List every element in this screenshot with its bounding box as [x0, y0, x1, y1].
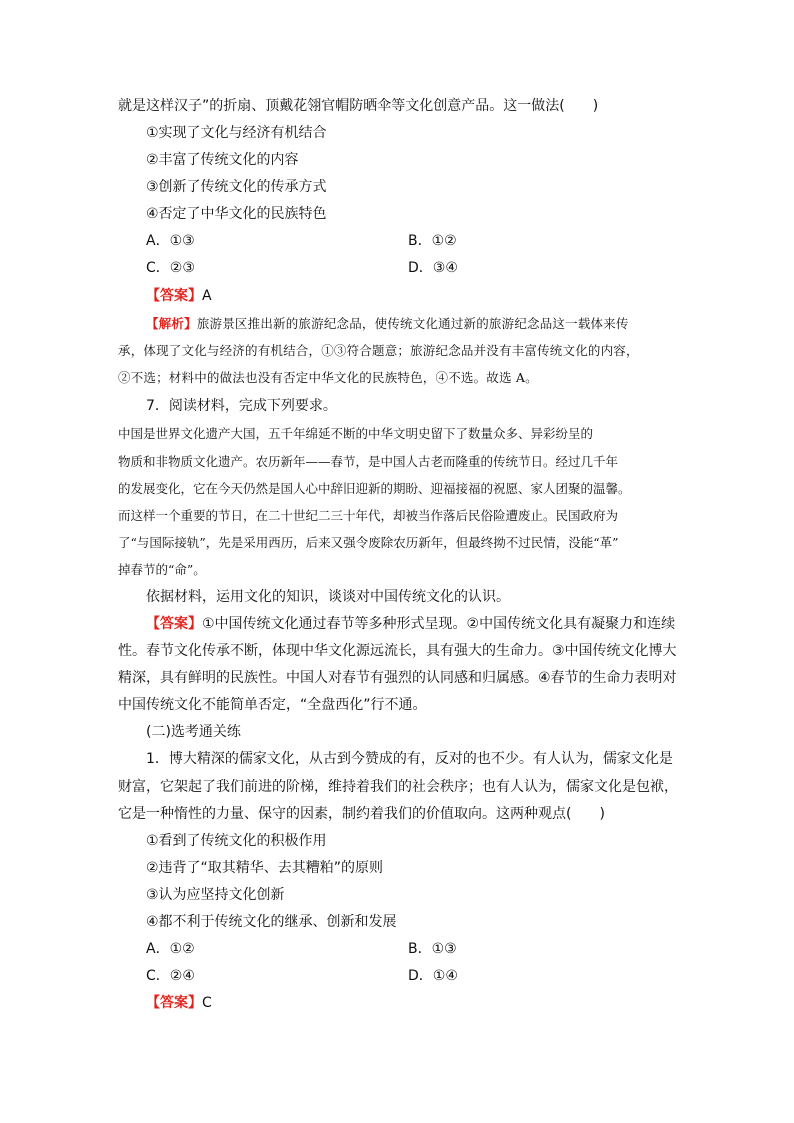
q7-answer-line-2: 性。春节文化传承不断，体现中华文化源远流长，具有强大的生命力。③中国传统文化博大 — [118, 643, 677, 659]
q6-option-c: C．②③ — [146, 260, 195, 276]
q6-option-b: B．①② — [408, 233, 457, 249]
q7-material-line-6: 掉春节的“命”。 — [118, 562, 206, 577]
q6-item-1: ①实现了文化与经济有机结合 — [146, 125, 327, 141]
q1-stem-line-1: 1．博大精深的儒家文化，从古到今赞成的有，反对的也不少。有人认为，儒家文化是 — [146, 751, 673, 767]
q1-option-c: C．②④ — [146, 968, 195, 984]
q1-stem-line-3: 它是一种惰性的力量、保守的因素，制约着我们的价值取向。这两种观点( ) — [118, 806, 605, 822]
q6-item-4: ④否定了中华文化的民族特色 — [146, 206, 327, 222]
q6-option-a: A．①③ — [146, 233, 195, 249]
q6-answer — [146, 286, 212, 306]
answer-tag: 【答案】 — [146, 995, 202, 1011]
q1-item-2: ②违背了“取其精华、去其糟粕”的原则 — [146, 860, 384, 876]
answer-tag: 【答案】 — [146, 616, 202, 632]
answer-tag: 【答案】 — [146, 288, 202, 304]
q7-answer-line-1 — [146, 614, 675, 634]
q1-option-a: A．①② — [146, 941, 195, 957]
section-title: (二)选考通关练 — [146, 724, 241, 740]
q1-option-d: D．①④ — [408, 968, 458, 984]
q7-answer-line-4: 中国传统文化不能简单否定，“全盘西化”行不通。 — [118, 697, 427, 713]
q7-title: 7．阅读材料，完成下列要求。 — [146, 398, 337, 414]
q7-material-line-3: 的发展变化，它在今天仍然是国人心中辞旧迎新的期盼、迎福接福的祝愿、家人团聚的温馨。 — [118, 481, 631, 496]
q1-option-b: B．①③ — [408, 941, 457, 957]
q1-answer-value: C — [202, 995, 212, 1011]
q6-analysis-line-2: 承，体现了文化与经济的有机结合，①③符合题意；旅游纪念品并没有丰富传统文化的内容， — [118, 343, 639, 358]
q6-analysis-text-1: 旅游景区推出新的旅游纪念品，使传统文化通过新的旅游纪念品这一载体来传 — [196, 316, 629, 331]
q6-analysis-line-1 — [146, 314, 629, 334]
q6-analysis-line-3: ②不选；材料中的做法也没有否定中华文化的民族特色，④不选。故选 A。 — [118, 370, 538, 385]
q1-answer — [146, 993, 212, 1013]
q7-answer-line-3: 精深，具有鲜明的民族性。中国人对春节有强烈的认同感和归属感。④春节的生命力表明对 — [118, 670, 677, 686]
q6-item-2: ②丰富了传统文化的内容 — [146, 152, 299, 168]
q7-answer-text-1: ①中国传统文化通过春节等多种形式呈现。②中国传统文化具有凝聚力和连续 — [202, 616, 676, 632]
q6-option-d: D．③④ — [408, 260, 458, 276]
q1-item-1: ①看到了传统文化的积极作用 — [146, 833, 327, 849]
q6-answer-value: A — [202, 288, 212, 304]
q7-material-line-1: 中国是世界文化遗产大国，五千年绵延不断的中华文明史留下了数量众多、异彩纷呈的 — [118, 426, 594, 441]
q1-item-3: ③认为应坚持文化创新 — [146, 887, 285, 903]
q6-item-3: ③创新了传统文化的传承方式 — [146, 179, 327, 195]
q6-stem-tail: 就是这样汉子”的折扇、顶戴花翎官帽防晒伞等文化创意产品。这一做法( ) — [118, 98, 599, 114]
q7-material-line-5: 了“与国际接轨”，先是采用西历，后来又强令废除农历新年，但最终拗不过民情，没能“革” — [118, 535, 619, 550]
q1-item-4: ④都不利于传统文化的继承、创新和发展 — [146, 914, 397, 930]
analysis-tag: 【解析】 — [146, 316, 197, 331]
q7-material-line-2: 物质和非物质文化遗产。农历新年——春节，是中国人古老而隆重的传统节日。经过几千年 — [118, 454, 619, 469]
q7-material-line-4: 而这样一个重要的节日，在二十世纪二三十年代，却被当作落后民俗险遭废止。民国政府为 — [118, 508, 619, 523]
q7-question: 依据材料，运用文化的知识，谈谈对中国传统文化的认识。 — [146, 589, 510, 605]
q1-stem-line-2: 财富，它架起了我们前进的阶梯，维持着我们的社会秩序；也有人认为，儒家文化是包袱， — [118, 779, 678, 795]
